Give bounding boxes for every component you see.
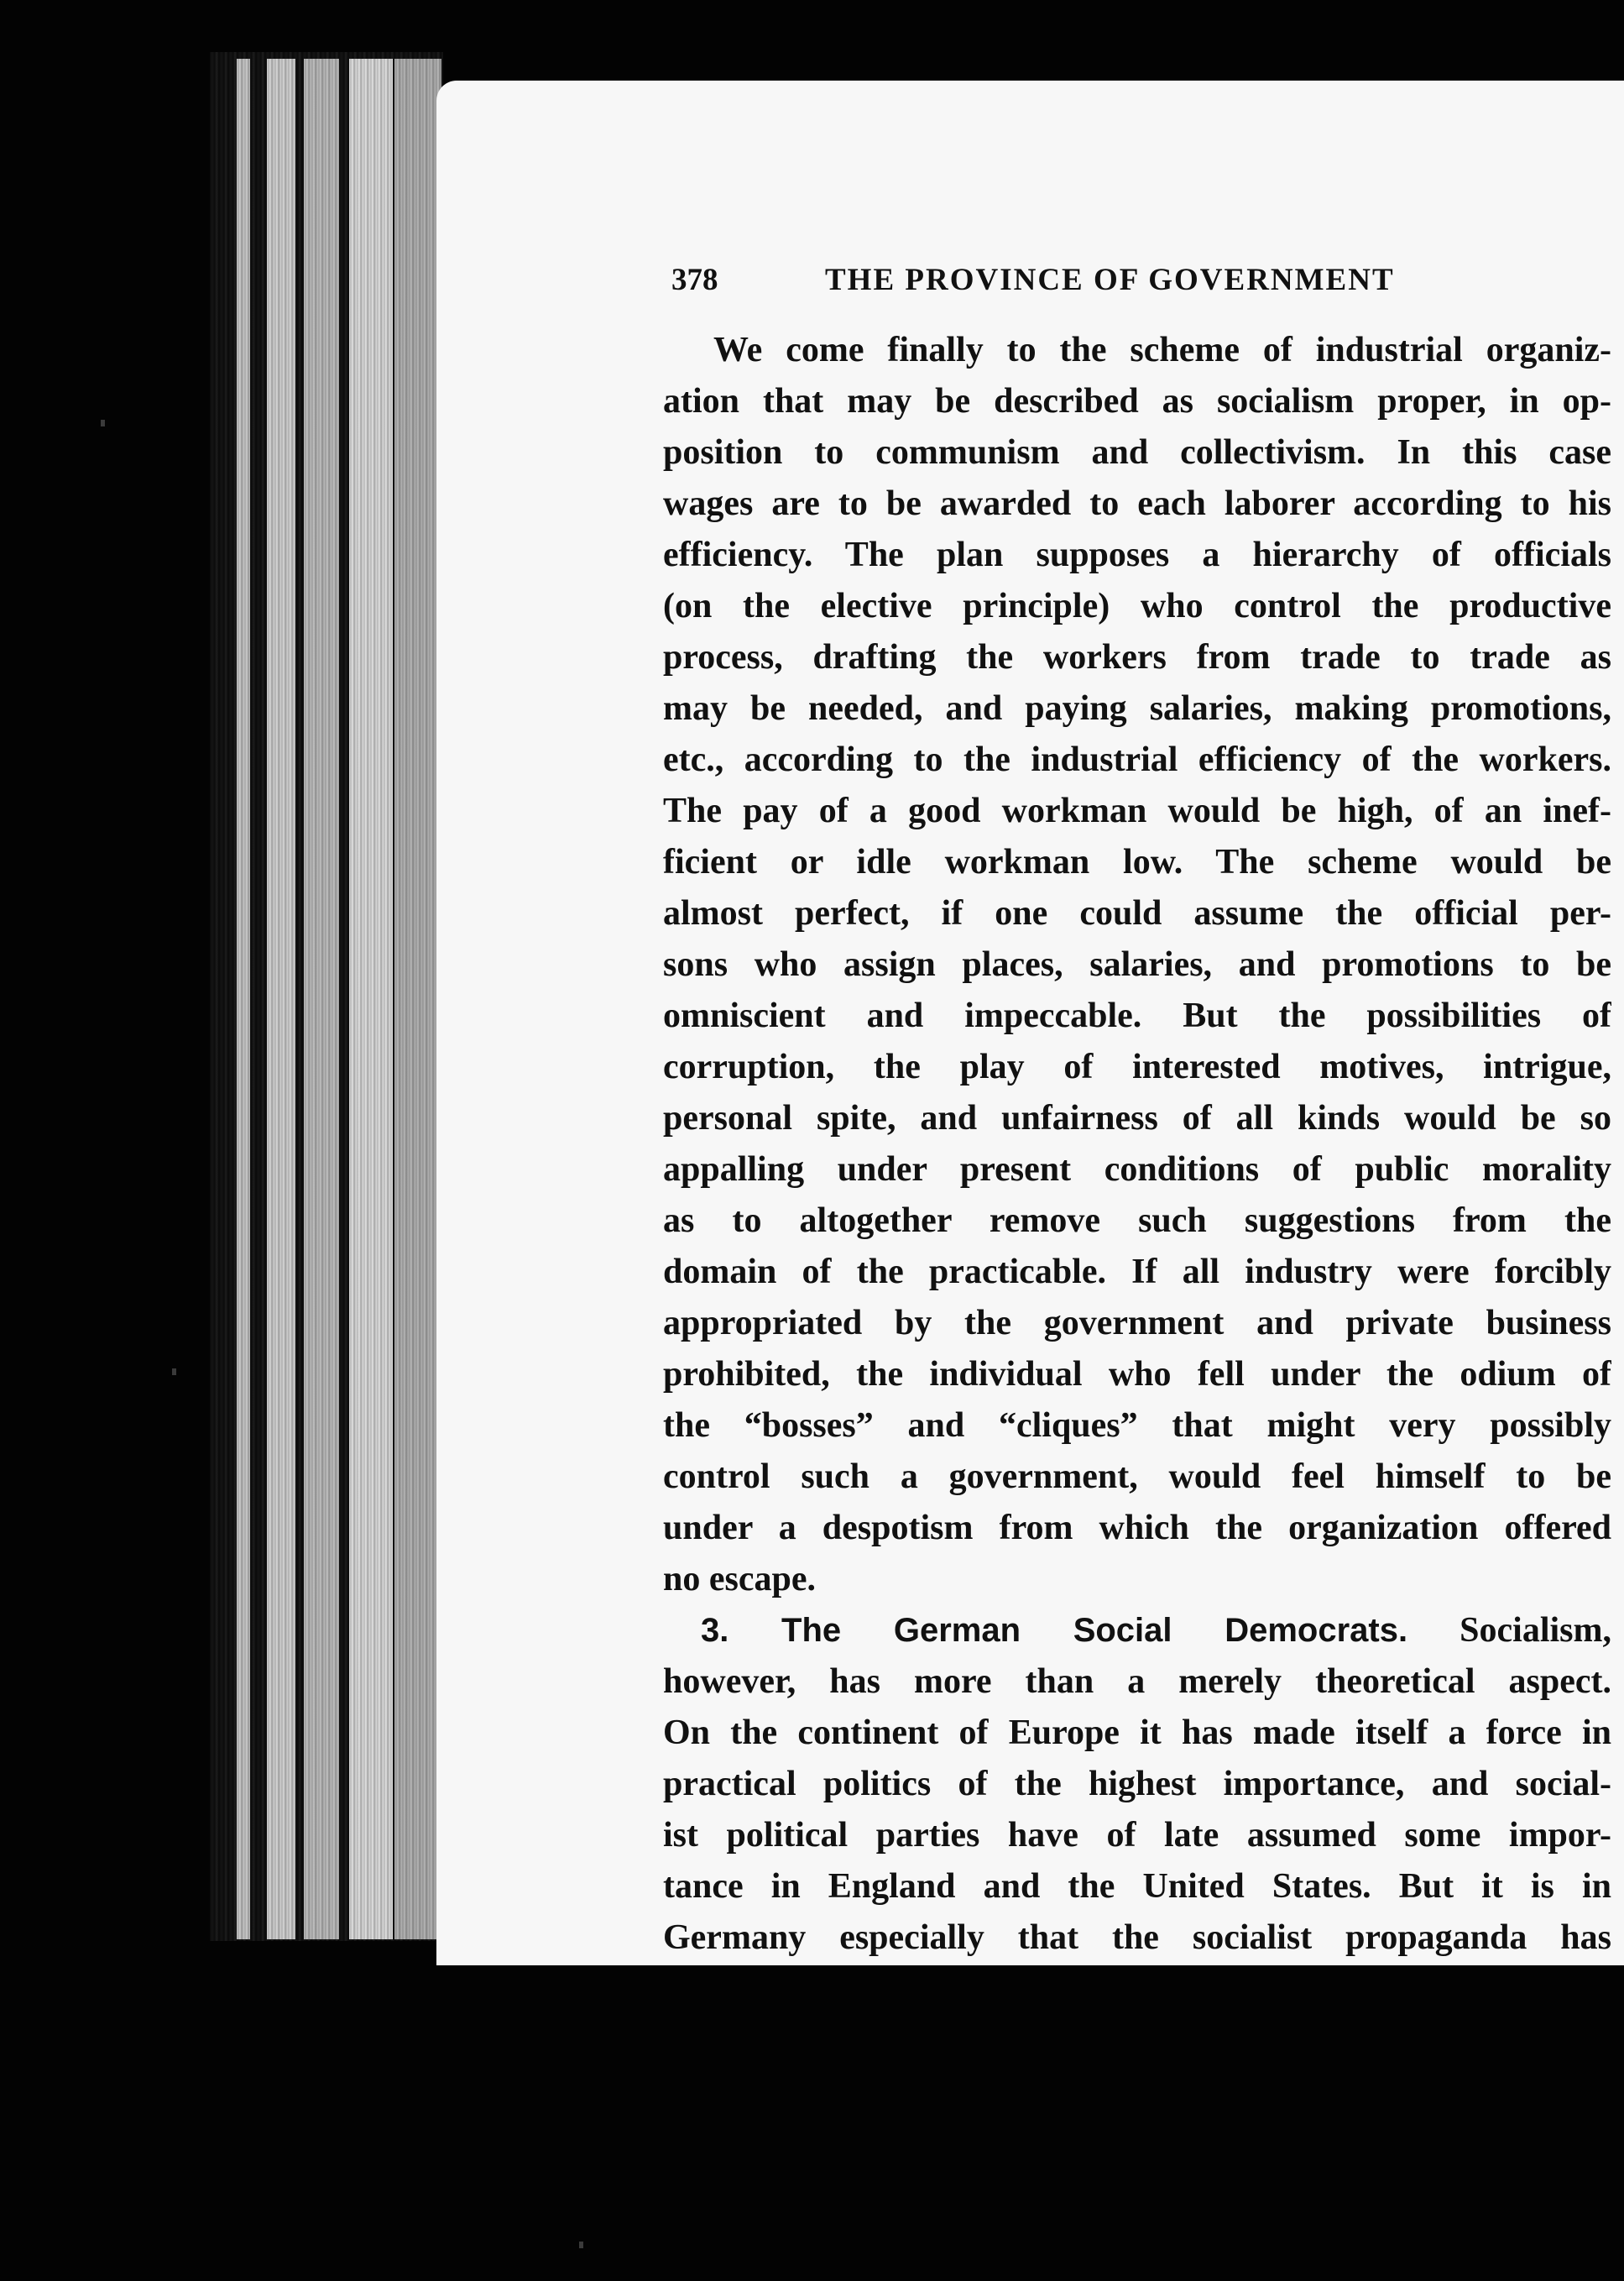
page-edge-strip bbox=[394, 59, 441, 1939]
body-text-line: tance in England and the United States. But it is in bbox=[663, 1867, 1611, 1906]
body-text-line: prohibited, the individual who fell under the odium of bbox=[663, 1355, 1611, 1394]
body-text-line: We come finally to the scheme of industrial organiz- bbox=[713, 331, 1611, 369]
body-text-line: process, drafting the workers from trade to trade as bbox=[663, 638, 1611, 677]
page-number: 378 bbox=[671, 263, 718, 297]
body-text-line: however, has more than a merely theoretical aspect. bbox=[663, 1662, 1611, 1701]
section-first-line bbox=[701, 1610, 1611, 1661]
body-text-line: etc., according to the industrial efficiency of the workers. bbox=[663, 740, 1611, 779]
body-text-line: as to altogether remove such suggestions from the bbox=[663, 1201, 1611, 1240]
section-first-line-text: Socialism, bbox=[1460, 1611, 1611, 1650]
body-text-line: sons who assign places, salaries, and promotions to be bbox=[663, 945, 1611, 984]
page-edge-strip bbox=[267, 59, 295, 1939]
body-text-line: almost perfect, if one could assume the official per- bbox=[663, 894, 1611, 933]
body-text-line: personal spite, and unfairness of all kinds would be so bbox=[663, 1099, 1611, 1138]
page-edge-strip bbox=[237, 59, 250, 1939]
body-text-line: no escape. bbox=[663, 1560, 816, 1598]
body-text-line: omniscient and impeccable. But the possibilities of bbox=[663, 997, 1611, 1035]
body-text-line: under a despotism from which the organization offered bbox=[663, 1509, 1611, 1547]
running-head bbox=[671, 262, 1477, 312]
running-title: THE PROVINCE OF GOVERNMENT bbox=[825, 263, 1395, 297]
body-text-line: ficient or idle workman low. The scheme would be bbox=[663, 843, 1611, 882]
body-text-line: wages are to be awarded to each laborer according to his bbox=[663, 484, 1611, 523]
body-text-line: appropriated by the government and private business bbox=[663, 1304, 1611, 1342]
body-text-line: practical politics of the highest importance, and social- bbox=[663, 1765, 1611, 1803]
body-text-line: appalling under present conditions of public morality bbox=[663, 1150, 1611, 1189]
scan-speck bbox=[172, 1368, 176, 1375]
body-text-line: control such a government, would feel himself to be bbox=[663, 1457, 1611, 1496]
body-text-line: the “bosses” and “cliques” that might very possibly bbox=[663, 1406, 1611, 1445]
body-text-line: may be needed, and paying salaries, making promotions, bbox=[663, 689, 1611, 728]
body-text-line: On the continent of Europe it has made itself a force in bbox=[663, 1713, 1611, 1752]
body-text-line: Germany especially that the socialist propaganda has bbox=[663, 1918, 1611, 1957]
section-heading: 3. The German Social Democrats. bbox=[701, 1612, 1408, 1649]
page-edge-strip bbox=[304, 59, 339, 1939]
body-text-line: ist political parties have of late assumed some impor- bbox=[663, 1816, 1611, 1855]
body-text-line: The pay of a good workman would be high, of an inef- bbox=[663, 792, 1611, 830]
body-text-line: corruption, the play of interested motives, intrigue, bbox=[663, 1048, 1611, 1086]
page-edge-strip bbox=[349, 59, 393, 1939]
body-text-line: ation that may be described as socialism proper, in op- bbox=[663, 382, 1611, 421]
body-text-line: efficiency. The plan supposes a hierarchy of officials bbox=[663, 536, 1611, 574]
body-text-line: domain of the practicable. If all industry were forcibly bbox=[663, 1253, 1611, 1291]
body-text-line: position to communism and collectivism. In this case bbox=[663, 433, 1611, 472]
scan-speck bbox=[101, 420, 105, 426]
body-text-line: (on the elective principle) who control the productive bbox=[663, 587, 1611, 625]
scan-speck bbox=[579, 2242, 583, 2248]
